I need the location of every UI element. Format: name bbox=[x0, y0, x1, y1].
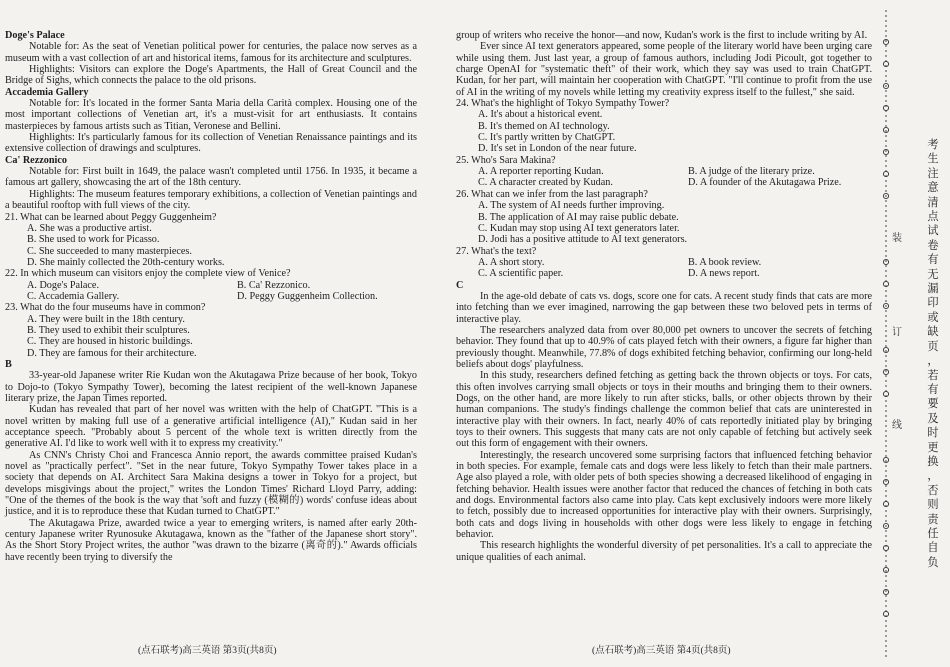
q26-option-b: B. The application of AI may raise public debate. bbox=[478, 211, 679, 223]
notice-char: 更 bbox=[927, 440, 939, 454]
notice-char: 试 bbox=[927, 224, 939, 238]
notice-char: 清 bbox=[927, 195, 939, 209]
q21-option-c: C. She succeeded to many masterpieces. bbox=[27, 245, 192, 257]
notice-char: 缺 bbox=[927, 325, 939, 339]
passage-c-paragraph-2: The researchers analyzed data from over 80,000 pet owners to uncover the secrets of fetching behavior. They found that up to 40.9% of cats played fetch with their owners, a figure far higher than previously thought. Meanwhile, 77.8% of dogs exhibited fetching behavior, confirming our long-held beliefs about dogs' playfulness. bbox=[456, 324, 872, 370]
notice-char: 则 bbox=[927, 498, 939, 512]
q27-option-a: A. A short story. bbox=[478, 256, 545, 268]
notice-char: ， bbox=[927, 469, 939, 483]
notice-char: 无 bbox=[927, 267, 939, 281]
q24-option-d: D. It's set in London of the near future. bbox=[478, 143, 637, 155]
q21-option-a: A. She was a productive artist. bbox=[27, 222, 152, 234]
notice-char: 或 bbox=[927, 310, 939, 324]
notice-char: 责 bbox=[927, 512, 939, 526]
accademia-notable: Notable for: It's located in the former Santa Maria della Carità complex. Housing one of the most important collections of Venetian art, it's a must-visit for art enthusiasts. It contains masterpieces by famous artists such as Titian, Veronese and Bellini. bbox=[5, 98, 417, 132]
notice-char: 任 bbox=[927, 526, 939, 540]
notice-char: 点 bbox=[927, 210, 939, 224]
passage-b-paragraph-4-cont: group of writers who receive the honor—and now, Kudan's work is the first to include writing by AI. bbox=[456, 30, 868, 41]
passage-b-paragraph-5: Ever since AI text generators appeared, some people of the literary world have been urging care while using them. Just last year, a group of famous authors, including Jodi Picoult, got together to charge OpenAI for "systematic theft" of their work, which they say was used to train ChatGPT. Kudan, for her part, will maintain her cooperation with ChatGPT. "I'll continue to profit from the use of AI in the writing of my novels while letting my creativity express itself to the fullest," she said. bbox=[456, 41, 872, 98]
q22-option-d: D. Peggy Guggenheim Collection. bbox=[237, 290, 378, 302]
q22-option-a: A. Doge's Palace. bbox=[27, 279, 99, 291]
page-footer-right: (点石联考)高三英语 第4页(共8页) bbox=[592, 646, 731, 656]
question-21: 21. What can be learned about Peggy Guggenheim? bbox=[5, 211, 217, 223]
binding-mark-seal: 装 bbox=[892, 233, 902, 244]
q27-option-c: C. A scientific paper. bbox=[478, 268, 564, 280]
rezzonico-notable: Notable for: First built in 1649, the palace wasn't completed until 1756. In 1935, it became a famous art gallery, showcasing the art of the 18th century. bbox=[5, 166, 417, 189]
passage-b-paragraph-4: The Akutagawa Prize, awarded twice a year to emerging writers, is named after early 20th-century Japanese writer Ryunosuke Akutagawa, known as the "father of the Japanese short story". As the Short Story Project writes, the author "was drawn to the bizarre (离奇的)." Awards officials have recently been trying to diversify the bbox=[5, 517, 417, 563]
section-c-heading: C bbox=[456, 279, 464, 291]
notice-char: 意 bbox=[927, 181, 939, 195]
notice-char: 漏 bbox=[927, 282, 939, 296]
q25-option-c: C. A character created by Kudan. bbox=[478, 177, 613, 189]
accademia-title: Accademia Gallery bbox=[5, 86, 89, 98]
notice-char: 否 bbox=[927, 483, 939, 497]
q27-options-row-1 bbox=[456, 257, 872, 268]
notice-char: 负 bbox=[927, 555, 939, 569]
page-footer-left: (点石联考)高三英语 第3页(共8页) bbox=[138, 646, 277, 656]
q22-options-row-1 bbox=[5, 280, 417, 291]
q26-option-a: A. The system of AI needs further improving. bbox=[478, 200, 665, 212]
passage-c-paragraph-3: In this study, researchers defined fetching as getting back the thrown objects or toys. For cats, this often involves carrying small objects or toys in their mouths and bringing them to their owners. Dogs, on the other hand, are more likely to run after sticks, balls, or other objects thrown by their human companions. The study's findings challenge the common belief that cats are uninterested in interactive play with their owners. In fact, nearly 40% of cats reportedly initiated play by bringing toys to their owners. This suggests that many cats are not only capable of fetching but actively seek out this form of engagement with their owners. bbox=[456, 370, 872, 450]
question-27: 27. What's the text? bbox=[456, 245, 537, 257]
section-b-heading: B bbox=[5, 358, 12, 370]
q24-option-b: B. It's themed on AI technology. bbox=[478, 120, 610, 132]
right-column bbox=[456, 30, 872, 563]
notice-char: 有 bbox=[927, 253, 939, 267]
q25-option-d: D. A founder of the Akutagawa Prize. bbox=[688, 177, 842, 189]
notice-char: 生 bbox=[927, 152, 939, 166]
passage-b-paragraph-3: As CNN's Christy Choi and Francesca Annio report, the awards committee praised Kudan's novel as "practically perfect". "Set in the near future, Tokyo Sympathy Tower takes place in a society that depends on AI. Architect Sara Makina designs a tower in Tokyo for a project, but develops misgivings about the project," writes the London Times' Richard Lloyd Parry, adding: "One of the themes of the book is the way that 'soft and fuzzy (模糊的) words' confuse ideas about justice, and it is to reproduce these that Kudan turned to ChatGPT." bbox=[5, 449, 417, 518]
q23-option-b: B. They used to exhibit their sculptures. bbox=[27, 324, 190, 336]
notice-char: 注 bbox=[927, 166, 939, 180]
q27-options-row-2 bbox=[456, 268, 872, 279]
question-25: 25. Who's Sara Makina? bbox=[456, 154, 556, 166]
q23-option-c: C. They are housed in historic buildings. bbox=[27, 336, 193, 348]
q21-option-b: B. She used to work for Picasso. bbox=[27, 234, 160, 246]
passage-c-paragraph-1: In the age-old debate of cats vs. dogs, score one for cats. A recent study finds that cats are more into fetching than we ever imagined, narrowing the gap between these two beloved pets in terms of interactive play. bbox=[456, 290, 872, 325]
q26-option-c: C. Kudan may stop using AI text generators later. bbox=[478, 222, 680, 234]
doges-title: Doge's Palace bbox=[5, 30, 65, 41]
accademia-highlights: Highlights: It's particularly famous for its collection of Venetian Renaissance paintings and its extensive collection of drawings and sculptures. bbox=[5, 132, 417, 155]
passage-b-paragraph-1: 33-year-old Japanese writer Rie Kudan won the Akutagawa Prize because of her book, Tokyo to Dojo-to (Tokyo Sympathy Tower), becoming the latest recipient of the well-known Japanese literary prize, the Japan Times reported. bbox=[5, 370, 417, 404]
notice-char: 卷 bbox=[927, 238, 939, 252]
q26-option-d: D. Jodi has a positive attitude to AI text generators. bbox=[478, 234, 688, 246]
q24-option-a: A. It's about a historical event. bbox=[478, 109, 603, 121]
q22-options-row-2 bbox=[5, 291, 417, 302]
q27-option-d: D. A news report. bbox=[688, 268, 760, 280]
passage-c-paragraph-5: This research highlights the wonderful diversity of pet personalities. It's a call to appreciate the unique qualities of each animal. bbox=[456, 540, 872, 563]
notice-char: 页 bbox=[927, 339, 939, 353]
notice-char: 自 bbox=[927, 541, 939, 555]
left-column bbox=[5, 30, 417, 563]
notice-char: 若 bbox=[927, 368, 939, 382]
q23-option-d: D. They are famous for their architecture. bbox=[27, 347, 197, 359]
binding-mark-bind: 订 bbox=[892, 327, 902, 338]
q23-option-a: A. They were built in the 18th century. bbox=[27, 313, 185, 325]
q25-options-row-1 bbox=[456, 166, 872, 177]
q25-option-b: B. A judge of the literary prize. bbox=[688, 166, 815, 178]
doges-highlights: Highlights: Visitors can explore the Doge's Apartments, the Hall of Great Council and the Bridge of Sighs, which connects the palace to the old prisons. bbox=[5, 64, 417, 87]
q25-option-a: A. A reporter reporting Kudan. bbox=[478, 166, 604, 178]
notice-char: 及 bbox=[927, 411, 939, 425]
question-24: 24. What's the highlight of Tokyo Sympathy Tower? bbox=[456, 98, 670, 110]
q27-option-b: B. A book review. bbox=[688, 256, 762, 268]
q22-option-b: B. Ca' Rezzonico. bbox=[237, 279, 311, 291]
question-26: 26. What can we infer from the last paragraph? bbox=[456, 188, 648, 200]
notice-char: ， bbox=[927, 354, 939, 368]
notice-char: 要 bbox=[927, 397, 939, 411]
question-22: 22. In which museum can visitors enjoy the complete view of Venice? bbox=[5, 268, 291, 280]
passage-b-paragraph-2: Kudan has revealed that part of her novel was written with the help of ChatGPT. "This is a novel written by making full use of a generative artificial intelligence (AI)," Kudan said in her acceptance speech. "Probably about 5 percent of the whole text is written directly from the generative AI. I'd like to work well with it to express my creativity." bbox=[5, 404, 417, 450]
notice-char: 换 bbox=[927, 454, 939, 468]
binding-mark-line: 线 bbox=[892, 420, 902, 431]
q22-option-c: C. Accademia Gallery. bbox=[27, 290, 120, 302]
notice-char: 时 bbox=[927, 426, 939, 440]
notice-char: 考 bbox=[927, 138, 939, 151]
notice-char: 有 bbox=[927, 382, 939, 396]
notice-char: 印 bbox=[927, 296, 939, 310]
q24-option-c: C. It's partly written by ChatGPT. bbox=[478, 132, 616, 144]
passage-c-paragraph-4: Interestingly, the research uncovered some surprising factors that influenced fetching behavior in both species. For example, female cats and dogs were less likely to fetch than their male partners. Age also played a role, with older pets of both species showing a decreased likelihood of engaging in fetching behavior. Health issues were another factor that reduced the chances of fetching in both cats and dogs. Environmental factors also came into play. Cats kept exclusively indoors were more likely to fetch, possibly due to increased opportunities for interactive play with their owners. Surprisingly, both cats and dogs living in households with other dogs were less likely to engage in fetching behavior. bbox=[456, 449, 872, 541]
q25-options-row-2 bbox=[456, 177, 872, 188]
doges-notable: Notable for: As the seat of Venetian political power for centuries, the palace now serves as a museum with a vast collection of art and historical items, famous for its architecture and sculptures. bbox=[5, 41, 417, 64]
candidate-notice bbox=[926, 138, 940, 570]
rezzonico-title: Ca' Rezzonico bbox=[5, 154, 67, 166]
q21-option-d: D. She mainly collected the 20th-century works. bbox=[27, 256, 225, 268]
rezzonico-highlights: Highlights: The museum features temporary exhibitions, a collection of Venetian paintings and a beautiful rooftop with full views of the city. bbox=[5, 188, 417, 212]
question-23: 23. What do the four museums have in common? bbox=[5, 302, 206, 314]
